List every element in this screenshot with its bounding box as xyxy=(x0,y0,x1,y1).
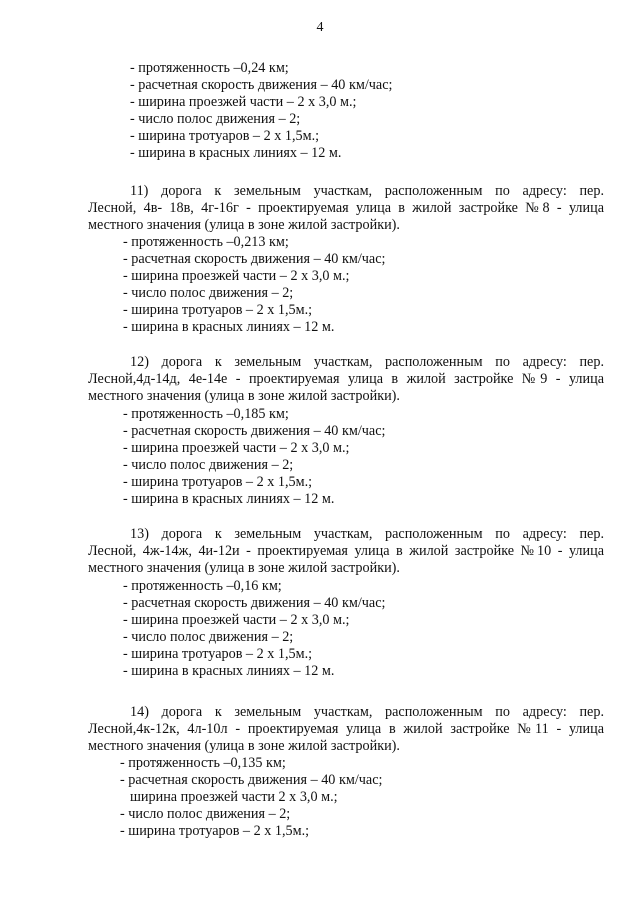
spec-item: - ширина тротуаров – 2 х 1,5м.; xyxy=(123,474,313,490)
spec-item: - протяженность –0,213 км; xyxy=(123,234,289,250)
spec-item: - ширина проезжей части – 2 х 3,0 м.; xyxy=(123,440,350,456)
spec-item: - ширина в красных линиях – 12 м. xyxy=(130,145,342,161)
spec-item: - расчетная скорость движения – 40 км/час; xyxy=(123,595,386,611)
spec-item: - ширина тротуаров – 2 х 1,5м.; xyxy=(120,823,310,839)
section-heading-11 xyxy=(88,183,604,234)
heading-line: Лесной, 4ж-14ж, 4и-12и - проектируемая улица в жилой застройке №10 - улица xyxy=(88,543,604,559)
spec-item: - расчетная скорость движения – 40 км/час; xyxy=(123,251,386,267)
spec-item: - число полос движения – 2; xyxy=(123,457,294,473)
spec-item: ширина проезжей части 2 х 3,0 м.; xyxy=(130,789,338,805)
spec-item: - ширина проезжей части – 2 х 3,0 м.; xyxy=(130,94,357,110)
spec-item: - расчетная скорость движения – 40 км/час; xyxy=(120,772,383,788)
section-heading-14 xyxy=(88,704,604,755)
heading-line: Лесной,4к-12к, 4л-10л - проектируемая улица в жилой застройке №11 - улица xyxy=(88,721,604,737)
heading-line: местного значения (улица в зоне жилой застройки). xyxy=(88,388,400,404)
spec-item: - расчетная скорость движения – 40 км/час; xyxy=(123,423,386,439)
heading-line: Лесной,4д-14д, 4е-14е - проектируемая улица в жилой застройке №9 - улица xyxy=(88,371,604,387)
spec-item: - число полос движения – 2; xyxy=(120,806,291,822)
spec-item: - ширина в красных линиях – 12 м. xyxy=(123,663,335,679)
spec-item: - ширина проезжей части – 2 х 3,0 м.; xyxy=(123,268,350,284)
spec-item: - число полос движения – 2; xyxy=(123,285,294,301)
spec-item: - ширина тротуаров – 2 х 1,5м.; xyxy=(123,646,313,662)
heading-line: 13) дорога к земельным участкам, расположенным по адресу: пер. xyxy=(130,526,604,542)
spec-item: - число полос движения – 2; xyxy=(123,629,294,645)
heading-line: 14) дорога к земельным участкам, расположенным по адресу: пер. xyxy=(130,704,604,720)
heading-line: Лесной, 4в- 18в, 4г-16г - проектируемая улица в жилой застройке №8 - улица xyxy=(88,200,604,216)
spec-item: - протяженность –0,24 км; xyxy=(130,60,289,76)
spec-item: - ширина в красных линиях – 12 м. xyxy=(123,319,335,335)
page-number: 4 xyxy=(316,20,324,35)
heading-line: местного значения (улица в зоне жилой застройки). xyxy=(88,738,400,754)
heading-line: местного значения (улица в зоне жилой застройки). xyxy=(88,560,400,576)
spec-item: - протяженность –0,185 км; xyxy=(123,406,289,422)
spec-item: - протяженность –0,135 км; xyxy=(120,755,286,771)
spec-item: - ширина тротуаров – 2 х 1,5м.; xyxy=(130,128,320,144)
heading-line: 12) дорога к земельным участкам, расположенным по адресу: пер. xyxy=(130,354,604,370)
section-heading-12 xyxy=(88,354,604,405)
spec-item: - ширина тротуаров – 2 х 1,5м.; xyxy=(123,302,313,318)
spec-item: - расчетная скорость движения – 40 км/час; xyxy=(130,77,393,93)
spec-item: - число полос движения – 2; xyxy=(130,111,301,127)
heading-line: 11) дорога к земельным участкам, расположенным по адресу: пер. xyxy=(130,183,604,199)
spec-item: - ширина в красных линиях – 12 м. xyxy=(123,491,335,507)
section-heading-13 xyxy=(88,526,604,577)
spec-item: - протяженность –0,16 км; xyxy=(123,578,282,594)
heading-line: местного значения (улица в зоне жилой застройки). xyxy=(88,217,400,233)
spec-item: - ширина проезжей части – 2 х 3,0 м.; xyxy=(123,612,350,628)
